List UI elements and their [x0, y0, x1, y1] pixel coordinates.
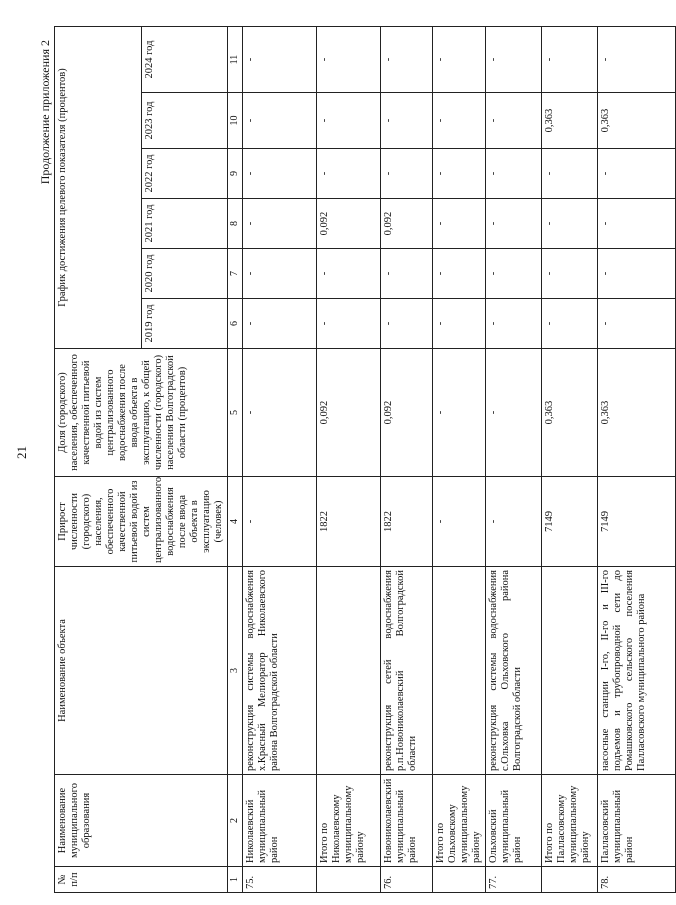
growth-cell: 7149 — [598, 477, 676, 567]
object-cell: реконструкция системы водоснабжения с.Ольховка Ольховского района Волгоградской области — [486, 567, 542, 775]
year-2022-cell: - — [381, 149, 433, 199]
year-2019-cell: - — [486, 299, 542, 349]
year-2024-cell: - — [542, 27, 598, 93]
share-cell: 0,363 — [542, 349, 598, 477]
table-row — [433, 27, 486, 893]
table-body — [243, 27, 676, 893]
column-index: 6 — [228, 299, 243, 349]
share-cell: 0,092 — [381, 349, 433, 477]
year-2022-cell: - — [486, 149, 542, 199]
year-2022-cell: - — [542, 149, 598, 199]
header-year: 2022 год — [141, 149, 228, 199]
share-cell: 0,092 — [317, 349, 381, 477]
year-2020-cell: - — [243, 249, 317, 299]
municipality-cell: Итого по Ольховскому муниципальному району — [433, 775, 486, 867]
municipality-cell: Итого по Палласовскому муниципальному району — [542, 775, 598, 867]
header-municipality: Наименование муниципального образования — [55, 775, 228, 867]
appendix-note: Продолжение приложения 2 — [38, 40, 52, 185]
table-row — [243, 27, 317, 893]
header-year: 2024 год — [141, 27, 228, 93]
header-object: Наименование объекта — [55, 567, 228, 775]
year-2024-cell: - — [598, 27, 676, 93]
header-schedule: График достижения целевого показателя (процентов) — [55, 27, 142, 349]
share-cell: 0,363 — [598, 349, 676, 477]
year-2019-cell: - — [317, 299, 381, 349]
year-2023-cell: 0,363 — [598, 93, 676, 149]
year-2021-cell: - — [243, 199, 317, 249]
municipality-cell: Новониколаевский муниципальный район — [381, 775, 433, 867]
object-cell: реконструкция системы водоснабжения х.Красный Мелиоратор Николаевского района Волгоградской области — [243, 567, 317, 775]
year-2021-cell: - — [598, 199, 676, 249]
table-row — [542, 27, 598, 893]
share-cell: - — [433, 349, 486, 477]
year-2023-cell: - — [433, 93, 486, 149]
row-number: 78. — [598, 867, 676, 893]
page-number: 21 — [14, 446, 29, 459]
year-2020-cell: - — [542, 249, 598, 299]
row-number — [317, 867, 381, 893]
share-cell: - — [243, 349, 317, 477]
object-cell: насосные станции I-го, II-го и III-го подъемов и трубопроводной сети до Ромашковского сельского поселения Палласовского муниципального района — [598, 567, 676, 775]
object-cell — [433, 567, 486, 775]
column-index: 8 — [228, 199, 243, 249]
header-year: 2021 год — [141, 199, 228, 249]
growth-cell: - — [486, 477, 542, 567]
growth-cell: 1822 — [317, 477, 381, 567]
column-index: 7 — [228, 249, 243, 299]
table-header — [55, 27, 243, 893]
header-share: Доля (городского) населения, обеспеченного качественной питьевой водой из систем централизованного водоснабжения после ввода объекта в эксплуатацию, к общей численности (городского) населения Волгоградской области (процентов) — [55, 349, 228, 477]
municipality-cell: Николаевский муниципальный район — [243, 775, 317, 867]
year-2024-cell: - — [243, 27, 317, 93]
column-index: 2 — [228, 775, 243, 867]
year-2024-cell: - — [317, 27, 381, 93]
table-row — [598, 27, 676, 893]
share-cell: - — [486, 349, 542, 477]
row-number: 77. — [486, 867, 542, 893]
year-2020-cell: - — [598, 249, 676, 299]
year-2020-cell: - — [433, 249, 486, 299]
row-number — [542, 867, 598, 893]
header-growth: Прирост численности (городского) населения, обеспеченного качественной питьевой водой из систем централизованного водоснабжения после ввода объекта в эксплуатацию (человек) — [55, 477, 228, 567]
municipality-cell: Ольховский муниципальный район — [486, 775, 542, 867]
year-2019-cell: - — [243, 299, 317, 349]
header-year: 2019 год — [141, 299, 228, 349]
municipality-cell: Палласовский муниципальный район — [598, 775, 676, 867]
column-index: 3 — [228, 567, 243, 775]
column-index: 5 — [228, 349, 243, 477]
year-2020-cell: - — [381, 249, 433, 299]
table-row — [486, 27, 542, 893]
target-indicator-table — [54, 26, 676, 893]
column-index: 1 — [228, 867, 243, 893]
object-cell — [542, 567, 598, 775]
year-2024-cell: - — [381, 27, 433, 93]
table-row — [317, 27, 381, 893]
row-number: 75. — [243, 867, 317, 893]
year-2019-cell: - — [381, 299, 433, 349]
year-2023-cell: - — [381, 93, 433, 149]
year-2021-cell: - — [486, 199, 542, 249]
year-2021-cell: - — [542, 199, 598, 249]
column-index: 10 — [228, 93, 243, 149]
year-2022-cell: - — [243, 149, 317, 199]
object-cell: реконструкция сетей водоснабжения р.п.Новониколаевский Волгоградской области — [381, 567, 433, 775]
year-2020-cell: - — [317, 249, 381, 299]
growth-cell: 7149 — [542, 477, 598, 567]
header-year: 2020 год — [141, 249, 228, 299]
year-2023-cell: - — [243, 93, 317, 149]
object-cell — [317, 567, 381, 775]
year-2021-cell: 0,092 — [317, 199, 381, 249]
column-index: 4 — [228, 477, 243, 567]
header-year: 2023 год — [141, 93, 228, 149]
row-number: 76. — [381, 867, 433, 893]
year-2024-cell: - — [433, 27, 486, 93]
year-2022-cell: - — [317, 149, 381, 199]
year-2019-cell: - — [433, 299, 486, 349]
header-num: № п/п — [55, 867, 228, 893]
growth-cell: - — [433, 477, 486, 567]
year-2019-cell: - — [542, 299, 598, 349]
year-2021-cell: 0,092 — [381, 199, 433, 249]
growth-cell: - — [243, 477, 317, 567]
year-2023-cell: 0,363 — [542, 93, 598, 149]
year-2022-cell: - — [598, 149, 676, 199]
year-2023-cell: - — [317, 93, 381, 149]
year-2024-cell: - — [486, 27, 542, 93]
growth-cell: 1822 — [381, 477, 433, 567]
municipality-cell: Итого по Николаевскому муниципальному району — [317, 775, 381, 867]
table-row — [381, 27, 433, 893]
year-2021-cell: - — [433, 199, 486, 249]
year-2022-cell: - — [433, 149, 486, 199]
year-2023-cell: - — [486, 93, 542, 149]
column-index: 11 — [228, 27, 243, 93]
year-2020-cell: - — [486, 249, 542, 299]
year-2019-cell: - — [598, 299, 676, 349]
row-number — [433, 867, 486, 893]
column-index: 9 — [228, 149, 243, 199]
